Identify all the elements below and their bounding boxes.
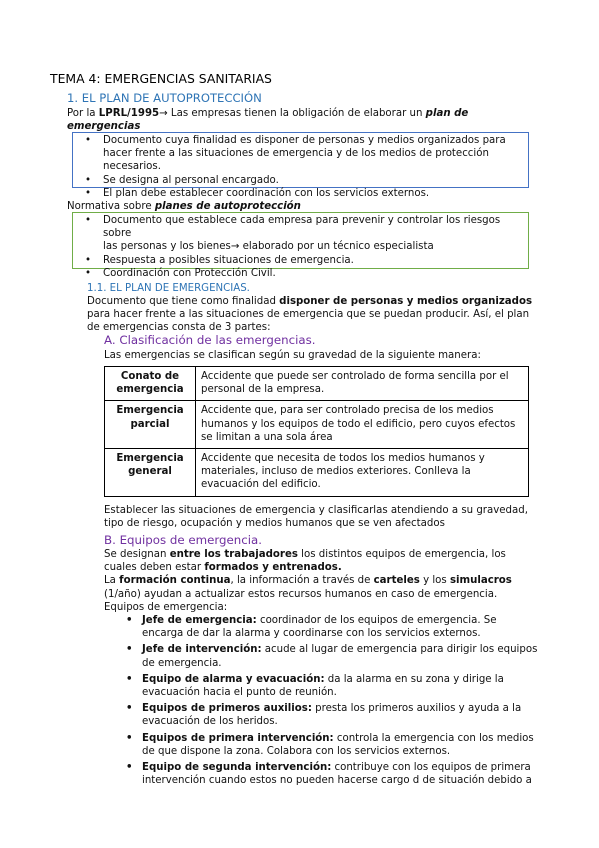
list-item: • Jefe de intervención: acude al lugar de emergencia para dirigir los equipos de emergencia. [120,643,538,669]
table-cell-label: Emergencia general [105,449,196,497]
list-item: • Equipos de primeros auxilios: presta los primeros auxilios y ayuda a la evacuación de los heridos. [120,702,538,728]
section-b-paragraph: Se designan entre los trabajadores los distintos equipos de emergencia, los cuales deben estar formados y entrenados. La formación continua, la información a través de carteles y los simulacros (1/año) ayudan a actualizar estos recursos humanos en caso de emergencia. Equipos de emergencia: [104,549,512,613]
list-item: • Respuesta a posibles situaciones de emergencia. [73,254,528,267]
law-reference: LPRL/1995 [98,108,160,119]
table-cell-desc: Accidente que, para ser controlado precisa de los medios humanos y los equipos de todo el edificio, pero cuyos efectos se limitan a una sola área [196,401,529,449]
table-cell-desc: Accidente que necesita de todos los medios humanos y materiales, incluso de medios exteriores. Conlleva la evacuación del edificio. [196,449,529,497]
table-row [105,449,529,497]
section-1-1-heading: 1.1. EL PLAN DE EMERGENCIAS. [87,283,250,294]
list-item: • Equipo de alarma y evacuación: da la alarma en su zona y dirige la evacuación hacia el punto de reunión. [120,673,538,699]
section-1-intro: Por la LPRL/1995→ Las empresas tienen la obligación de elaborar un plan de [67,108,469,119]
equipos-list [120,614,538,787]
classification-table [104,366,529,497]
list-item: • El plan debe establecer coordinación con los servicios externos. [73,187,528,200]
list-item: • Se designa al personal encargado. [73,174,528,187]
table-row [105,367,529,401]
table-cell-desc: Accidente que puede ser controlado de forma sencilla por el personal de la empresa. [196,367,529,401]
plan-term: plan de [425,108,469,119]
classification-table-wrapper [104,366,529,497]
list-item: • Equipos de primera intervención: controla la emergencia con los medios de que dispone la zona. Colabora con los servicios externos. [120,732,538,758]
list-item: • Coordinación con Protección Civil. [73,267,528,280]
list-item: • Documento que establece cada empresa para prevenir y controlar los riesgos sobre las personas y los bienes→ elaborado por un técnico especialista [73,214,528,254]
plan-term-line2: emergencias [67,121,141,132]
table-cell-label: Emergencia parcial [105,401,196,449]
arrow-icon: → [159,108,168,119]
section-1-heading: 1. EL PLAN DE AUTOPROTECCIÓN [67,91,262,105]
table-cell-label: Conato de emergencia [105,367,196,401]
section-1-1-paragraph: Documento que tiene como finalidad disponer de personas y medios organizados para hacer frente a las situaciones de emergencia que se puedan producir. Así, el plan de emergencias consta de 3 partes: [87,296,533,334]
equipos-list-wrapper [120,614,538,790]
list-item: • Jefe de emergencia: coordinador de los equipos de emergencia. Se encarga de dar la alarma y coordinarse con los servicios externos. [120,614,538,640]
arrow-icon: → [230,241,240,253]
section-a-intro: Las emergencias se clasifican según su gravedad de la siguiente manera: [104,350,481,361]
table-row [105,401,529,449]
plan-emergencias-box [72,132,529,199]
list-item: • Documento cuya finalidad es disponer de personas y medios organizados para hacer frente a las situaciones de emergencia y de los medios de protección necesarios. [73,134,528,174]
planes-autoproteccion-box [72,212,529,279]
page-title: TEMA 4: EMERGENCIAS SANITARIAS [50,71,272,86]
list-item: • Equipo de segunda intervención: contribuye con los equipos de primera intervención cuando estos no pueden hacerse cargo d de situación debido a [120,761,538,787]
section-a-heading: A. Clasificación de las emergencias. [104,333,316,347]
section-a-after: Establecer las situaciones de emergencia y clasificarlas atendiendo a su gravedad, tipo de riesgo, ocupación y medios humanos que se ven afectados [104,505,528,530]
section-b-heading: B. Equipos de emergencia. [104,533,263,547]
normativa-term: planes de autoprotección [154,201,301,212]
normativa-line: Normativa sobre planes de autoprotección [67,201,301,212]
